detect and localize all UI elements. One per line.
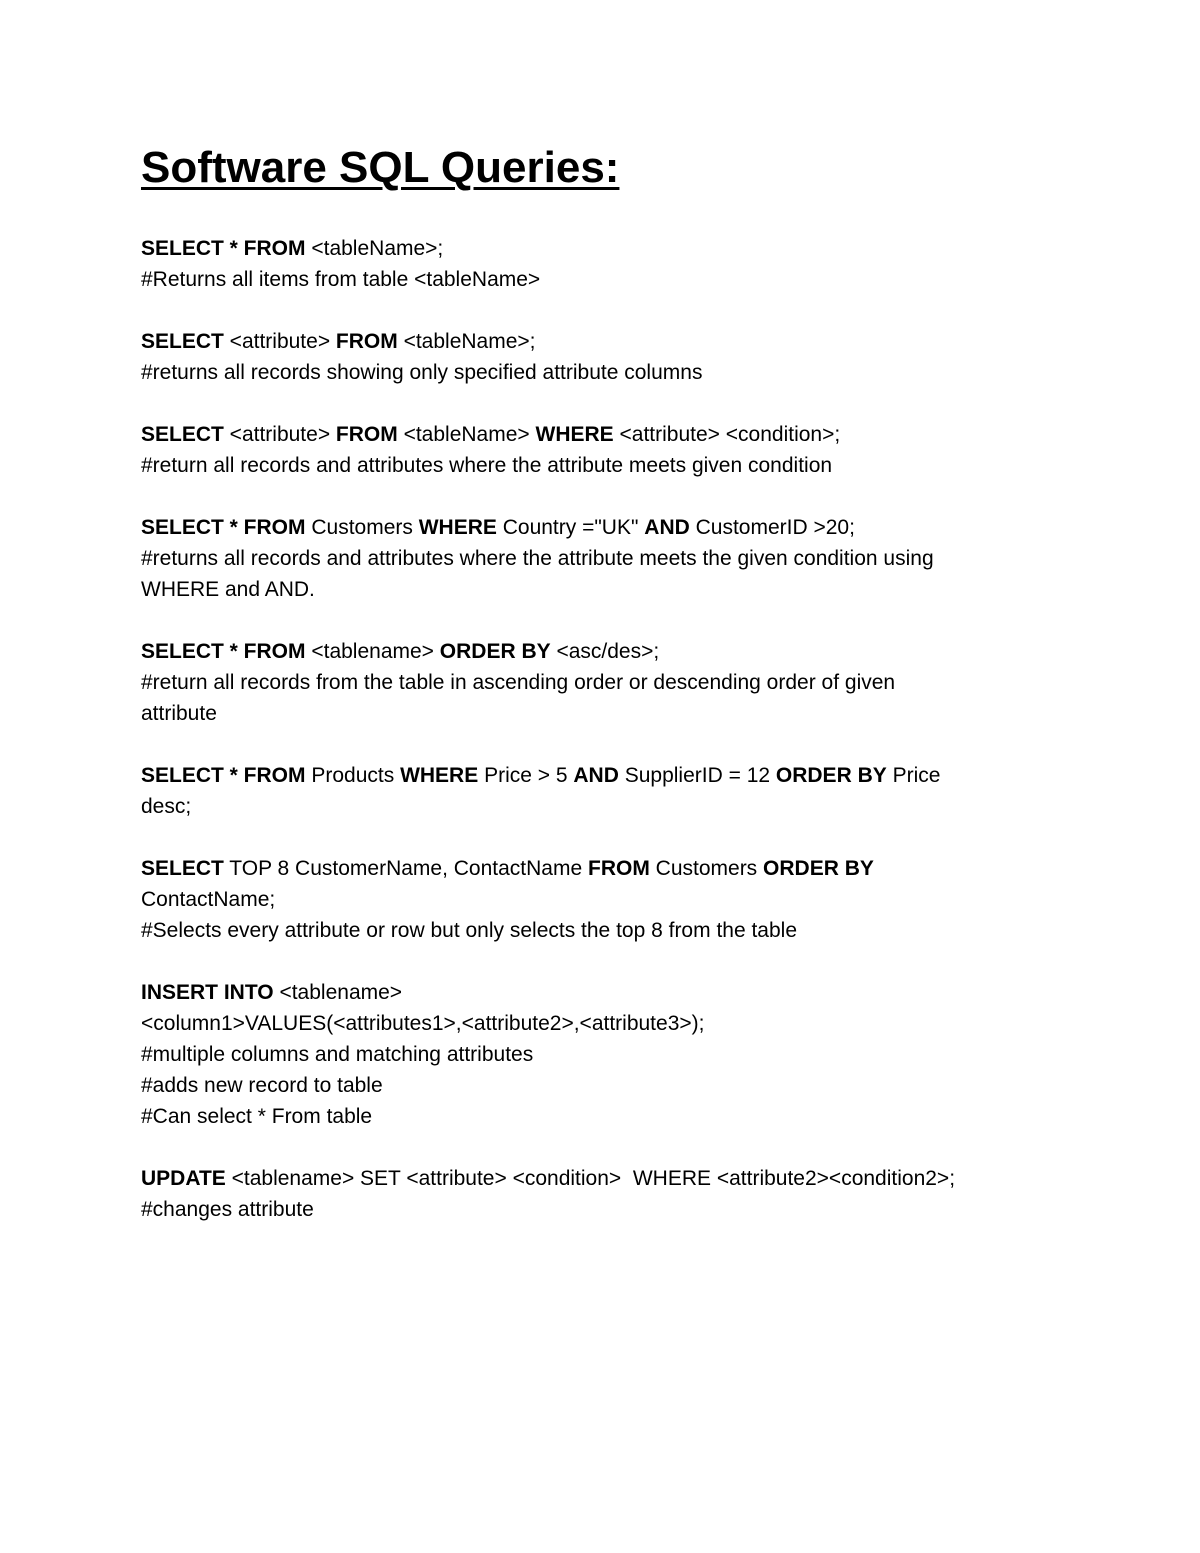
text-segment: Products bbox=[305, 764, 401, 787]
query-line bbox=[141, 1008, 1071, 1039]
sql-keyword: UPDATE bbox=[141, 1167, 226, 1190]
text-segment: ContactName; bbox=[141, 888, 276, 911]
query-line bbox=[141, 791, 1071, 822]
block-spacer bbox=[141, 946, 1071, 977]
text-segment: <attribute> <condition>; bbox=[613, 423, 841, 446]
query-line bbox=[141, 853, 1071, 884]
text-segment: #Can select * From table bbox=[141, 1105, 373, 1128]
text-segment: <attribute> bbox=[223, 330, 336, 353]
text-segment: Price > 5 bbox=[478, 764, 574, 787]
query-line bbox=[141, 357, 1071, 388]
query-line bbox=[141, 636, 1071, 667]
sql-keyword: ORDER BY bbox=[775, 764, 887, 787]
query-line bbox=[141, 667, 1071, 698]
text-segment: #Returns all items from table <tableName> bbox=[141, 268, 541, 291]
sql-keyword: SELECT * FROM bbox=[141, 516, 306, 539]
text-segment: <attribute> bbox=[223, 423, 336, 446]
text-segment: <tablename> SET <attribute> <condition> WHERE <attribute2><condition2>; bbox=[225, 1167, 956, 1190]
text-segment: Country ="UK" bbox=[496, 516, 645, 539]
sql-keyword: WHERE bbox=[400, 764, 479, 787]
sql-keyword: SELECT bbox=[141, 857, 224, 880]
text-segment: #Selects every attribute or row but only selects the top 8 from the table bbox=[141, 919, 798, 942]
query-line bbox=[141, 1039, 1071, 1070]
query-line bbox=[141, 760, 1071, 791]
query-line bbox=[141, 1101, 1071, 1132]
text-segment: #return all records from the table in ascending order or descending order of given bbox=[141, 671, 896, 694]
sql-keyword: WHERE bbox=[418, 516, 497, 539]
query-block bbox=[141, 419, 1071, 481]
query-line bbox=[141, 698, 1071, 729]
text-segment: <asc/des>; bbox=[550, 640, 660, 663]
query-block bbox=[141, 233, 1071, 295]
text-segment: <tablename> bbox=[273, 981, 403, 1004]
block-spacer bbox=[141, 1132, 1071, 1163]
query-block bbox=[141, 512, 1071, 605]
text-segment: Customers bbox=[305, 516, 419, 539]
query-block bbox=[141, 977, 1071, 1132]
query-line bbox=[141, 233, 1071, 264]
query-line bbox=[141, 543, 1071, 574]
text-segment: SupplierID = 12 bbox=[618, 764, 776, 787]
sql-keyword: ORDER BY bbox=[439, 640, 551, 663]
query-block bbox=[141, 636, 1071, 729]
text-segment: #changes attribute bbox=[141, 1198, 314, 1221]
text-segment: #return all records and attributes where the attribute meets given condition bbox=[141, 454, 833, 477]
text-segment: #adds new record to table bbox=[141, 1074, 383, 1097]
block-spacer bbox=[141, 729, 1071, 760]
text-segment: <tableName>; bbox=[305, 237, 444, 260]
text-segment: Price bbox=[886, 764, 941, 787]
query-line bbox=[141, 512, 1071, 543]
query-line bbox=[141, 884, 1071, 915]
block-spacer bbox=[141, 605, 1071, 636]
sql-keyword: FROM bbox=[335, 423, 398, 446]
query-line bbox=[141, 1194, 1071, 1225]
text-segment: CustomerID >20; bbox=[689, 516, 855, 539]
query-line bbox=[141, 264, 1071, 295]
block-spacer bbox=[141, 822, 1071, 853]
query-line bbox=[141, 1163, 1071, 1194]
text-segment: <tableName> bbox=[397, 423, 536, 446]
sql-keyword: SELECT bbox=[141, 423, 224, 446]
document-title: Software SQL Queries: bbox=[141, 143, 620, 192]
text-segment: <tableName>; bbox=[397, 330, 536, 353]
text-segment: TOP 8 CustomerName, ContactName bbox=[223, 857, 588, 880]
block-spacer bbox=[141, 481, 1071, 512]
query-line bbox=[141, 419, 1071, 450]
query-line bbox=[141, 574, 1071, 605]
sql-keyword: AND bbox=[644, 516, 690, 539]
document-body bbox=[141, 233, 1071, 1225]
text-segment: #returns all records showing only specified attribute columns bbox=[141, 361, 703, 384]
query-block bbox=[141, 760, 1071, 822]
sql-keyword: SELECT bbox=[141, 330, 224, 353]
sql-keyword: FROM bbox=[588, 857, 650, 880]
query-block bbox=[141, 853, 1071, 946]
text-segment: <tablename> bbox=[305, 640, 440, 663]
query-line bbox=[141, 1070, 1071, 1101]
query-block bbox=[141, 326, 1071, 388]
sql-keyword: SELECT * FROM bbox=[141, 640, 306, 663]
sql-keyword: INSERT INTO bbox=[141, 981, 274, 1004]
query-line bbox=[141, 977, 1071, 1008]
query-block bbox=[141, 1163, 1071, 1225]
sql-keyword: FROM bbox=[335, 330, 398, 353]
query-line bbox=[141, 326, 1071, 357]
query-line bbox=[141, 915, 1071, 946]
text-segment: Customers bbox=[649, 857, 764, 880]
block-spacer bbox=[141, 295, 1071, 326]
text-segment: WHERE and AND. bbox=[141, 578, 315, 601]
text-segment: #returns all records and attributes where the attribute meets the given condition using bbox=[141, 547, 934, 570]
text-segment: attribute bbox=[141, 702, 217, 725]
sql-keyword: WHERE bbox=[535, 423, 614, 446]
sql-keyword: ORDER BY bbox=[763, 857, 874, 880]
query-line bbox=[141, 450, 1071, 481]
sql-keyword: AND bbox=[573, 764, 619, 787]
block-spacer bbox=[141, 388, 1071, 419]
sql-keyword: SELECT * FROM bbox=[141, 237, 306, 260]
sql-keyword: SELECT * FROM bbox=[141, 764, 306, 787]
text-segment: <column1>VALUES(<attributes1>,<attribute2>,<attribute3>); bbox=[141, 1012, 705, 1035]
text-segment: #multiple columns and matching attributes bbox=[141, 1043, 534, 1066]
text-segment: desc; bbox=[141, 795, 192, 818]
